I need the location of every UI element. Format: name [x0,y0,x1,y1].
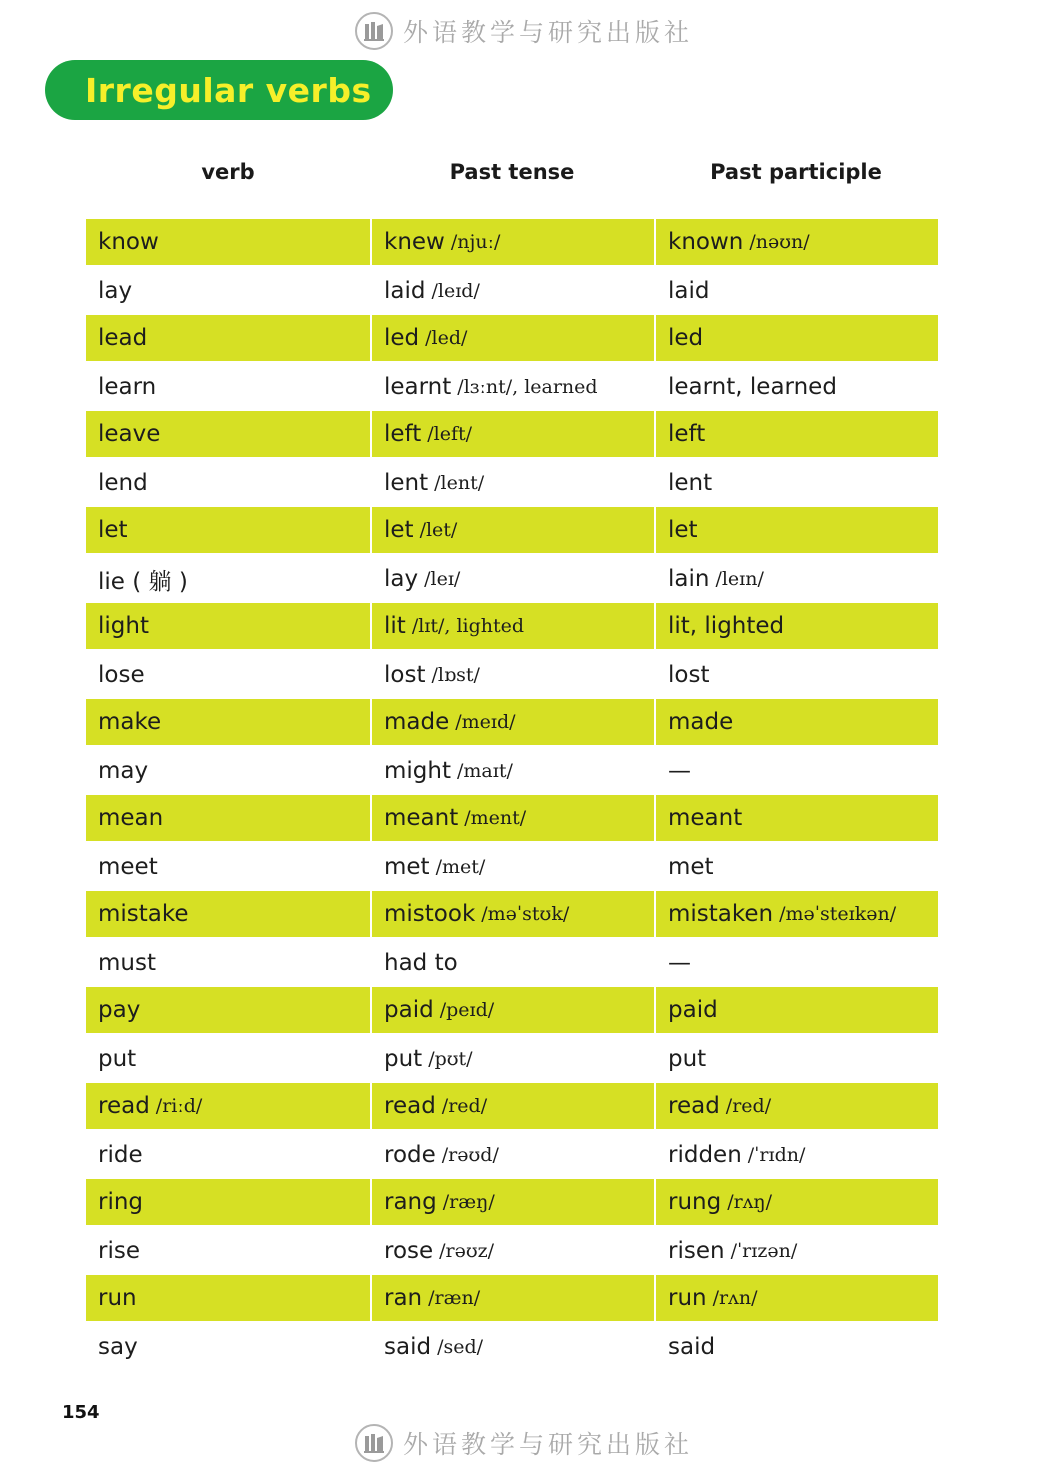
cell-word: lit [384,613,406,639]
past-participle-cell [654,1035,938,1083]
verb-cell [86,507,370,553]
past-tense-cell [370,363,654,411]
cell-word: say [98,1334,138,1360]
cell-word: lain [668,566,710,592]
page-number: 154 [62,1402,100,1423]
cell-pronunciation: /sed/ [437,1336,484,1358]
cell-word: knew [384,229,445,255]
cell-pronunciation: /left/ [427,423,473,445]
cell-word: read [98,1093,150,1119]
verb-cell [86,843,370,891]
table-row [86,939,938,987]
cell-pronunciation: /maɪt/ [457,760,513,782]
cell-pronunciation: /lɜːnt/, learned [457,376,598,398]
cell-pronunciation: /rʌŋ/ [727,1191,773,1213]
cell-word: lay [384,566,419,592]
past-participle-cell [654,1323,938,1371]
cell-word: rang [384,1189,437,1215]
cell-pronunciation: /lɒst/ [431,664,480,686]
table-row [86,315,938,363]
verb-cell [86,747,370,795]
verb-cell [86,267,370,315]
verb-cell [86,411,370,457]
cell-word: ring [98,1189,144,1215]
cell-word: made [668,709,734,735]
cell-word: lost [668,662,710,688]
cell-pronunciation: /met/ [435,856,486,878]
past-tense-cell [370,1227,654,1275]
past-tense-cell [370,1083,654,1129]
verb-cell [86,651,370,699]
table-row [86,1323,938,1371]
past-participle-cell [654,315,938,361]
cell-word: left [668,421,706,447]
cell-word: leave [98,421,161,447]
cell-word: meant [384,805,459,831]
verb-cell [86,987,370,1033]
cell-word: put [98,1046,137,1072]
past-participle-cell [654,1131,938,1179]
table-row [86,555,938,603]
cell-word: rung [668,1189,722,1215]
verb-cell [86,939,370,987]
cell-word: mistake [98,901,189,927]
cell-pronunciation: /njuː/ [450,231,501,253]
past-participle-cell [654,795,938,841]
past-tense-cell [370,987,654,1033]
table-row [86,891,938,939]
past-participle-cell [654,507,938,553]
table-row [86,1275,938,1323]
past-participle-cell [654,699,938,745]
past-tense-cell [370,1035,654,1083]
cell-word: had to [384,950,458,976]
irregular-verbs-table [86,219,938,1371]
cell-word: ran [384,1285,423,1311]
past-tense-cell [370,699,654,745]
past-participle-cell [654,363,938,411]
publisher-name: 外语教学与研究出版社 [402,1430,693,1459]
section-title-pill [45,60,393,120]
table-row [86,1131,938,1179]
header-past-participle: Past participle [710,160,882,184]
past-participle-cell [654,411,938,457]
table-row [86,699,938,747]
past-participle-cell [654,459,938,507]
past-tense-cell [370,795,654,841]
cell-word: lay [98,278,133,304]
past-tense-cell [370,1323,654,1371]
verb-cell [86,1323,370,1371]
verb-cell [86,603,370,649]
cell-pronunciation: /leɪd/ [431,280,480,302]
verb-cell [86,1035,370,1083]
cell-word: lose [98,662,145,688]
cell-pronunciation: /rʌn/ [712,1287,758,1309]
past-tense-cell [370,891,654,937]
cell-word: must [98,950,156,976]
verb-cell [86,315,370,361]
cell-word: rise [98,1238,140,1264]
verb-cell [86,1083,370,1129]
past-tense-cell [370,1179,654,1225]
cell-pronunciation: /məˈsteɪkən/ [779,903,897,925]
table-row [86,219,938,267]
past-tense-cell [370,219,654,265]
cell-pronunciation: /lent/ [434,472,485,494]
cell-word: lend [98,470,148,496]
cell-word: met [384,854,430,880]
cell-word: lead [98,325,148,351]
past-tense-cell [370,315,654,361]
cell-word: laid [668,278,710,304]
verb-cell [86,891,370,937]
cell-pronunciation: /leɪn/ [715,568,764,590]
cell-word: run [668,1285,707,1311]
table-row [86,363,938,411]
cell-word: meant [668,805,743,831]
verb-cell [86,795,370,841]
cell-word: make [98,709,162,735]
past-tense-cell [370,603,654,649]
table-row [86,987,938,1035]
cell-pronunciation: /ræŋ/ [442,1191,495,1213]
cell-word: known [668,229,744,255]
cell-word: ridden [668,1142,742,1168]
past-participle-cell [654,651,938,699]
past-participle-cell [654,1227,938,1275]
cell-word: learnt [384,374,452,400]
cell-pronunciation: /led/ [425,327,468,349]
table-row [86,1227,938,1275]
table-row [86,1179,938,1227]
past-participle-cell [654,555,938,603]
past-tense-cell [370,555,654,603]
cell-word: lost [384,662,426,688]
table-row [86,843,938,891]
cell-word: lit, lighted [668,613,785,639]
cell-pronunciation: /ˈrɪdn/ [747,1144,806,1166]
verb-cell [86,1131,370,1179]
cell-word: may [98,758,149,784]
cell-word: meet [98,854,158,880]
cell-word: led [384,325,420,351]
cell-pronunciation: /lɪt/, lighted [411,615,525,637]
cell-pronunciation: /ˈrɪzən/ [730,1240,798,1262]
verb-cell [86,1275,370,1321]
past-tense-cell [370,651,654,699]
page-title: Irregular verbs [85,70,372,110]
past-tense-cell [370,267,654,315]
past-participle-cell [654,747,938,795]
cell-pronunciation: /ræn/ [428,1287,481,1309]
cell-word: let [668,517,698,543]
past-participle-cell [654,1083,938,1129]
cell-pronunciation: /meɪd/ [455,711,516,733]
cell-pronunciation: /pʊt/ [428,1048,473,1070]
cell-word: know [98,229,159,255]
past-participle-cell [654,1179,938,1225]
column-headers [86,152,938,192]
publisher-header [0,8,1048,54]
cell-word: lent [384,470,429,496]
past-tense-cell [370,1275,654,1321]
cell-word: pay [98,997,141,1023]
cell-word: light [98,613,149,639]
cell-word: let [98,517,128,543]
cell-word: mistook [384,901,476,927]
past-tense-cell [370,843,654,891]
cell-word: paid [668,997,718,1023]
cell-word: said [384,1334,432,1360]
cell-word: let [384,517,414,543]
cell-word: made [384,709,450,735]
past-participle-cell [654,267,938,315]
cell-word: mistaken [668,901,774,927]
verb-cell [86,1179,370,1225]
past-tense-cell [370,411,654,457]
verb-cell [86,219,370,265]
cell-word: led [668,325,704,351]
cell-pronunciation: /ment/ [464,807,527,829]
cell-pronunciation: /rəʊd/ [441,1144,499,1166]
cell-pronunciation: /rəʊz/ [439,1240,495,1262]
past-participle-cell [654,603,938,649]
cell-word: rode [384,1142,436,1168]
verb-cell [86,363,370,411]
cell-pronunciation: /leɪ/ [424,568,461,590]
table-row [86,459,938,507]
cell-word: run [98,1285,137,1311]
past-tense-cell [370,1131,654,1179]
publisher-name: 外语教学与研究出版社 [402,18,693,47]
cell-word: left [384,421,422,447]
cell-pronunciation: /peɪd/ [439,999,495,1021]
publisher-footer [0,1420,1048,1466]
table-row [86,651,938,699]
cell-word: paid [384,997,434,1023]
verb-cell [86,699,370,745]
verb-cell [86,1227,370,1275]
table-row [86,1083,938,1131]
past-tense-cell [370,459,654,507]
cell-word: might [384,758,451,784]
cell-word: read [384,1093,436,1119]
past-tense-cell [370,507,654,553]
cell-word: rose [384,1238,434,1264]
cell-word: met [668,854,714,880]
past-participle-cell [654,939,938,987]
cell-word: said [668,1334,716,1360]
cell-pronunciation: /let/ [419,519,458,541]
header-past-tense: Past tense [449,160,575,184]
cell-word: put [668,1046,707,1072]
table-row [86,795,938,843]
cell-word: put [384,1046,423,1072]
cell-word: lent [668,470,713,496]
past-participle-cell [654,987,938,1033]
past-tense-cell [370,747,654,795]
cell-pronunciation: /red/ [725,1095,772,1117]
table-row [86,507,938,555]
cell-word: risen [668,1238,725,1264]
table-row [86,603,938,651]
cell-word: read [668,1093,720,1119]
publisher-logo-icon [355,1424,393,1462]
cell-pronunciation: /riːd/ [155,1095,203,1117]
past-participle-cell [654,843,938,891]
cell-word: — [668,950,691,976]
past-participle-cell [654,219,938,265]
cell-word: — [668,758,691,784]
table-row [86,411,938,459]
table-row [86,747,938,795]
past-tense-cell [370,939,654,987]
cell-pronunciation: /nəʊn/ [749,231,810,253]
cell-word: lie ( 躺 ) [98,568,188,595]
cell-pronunciation: /məˈstʊk/ [481,903,570,925]
verb-cell [86,459,370,507]
table-row [86,1035,938,1083]
table-row [86,267,938,315]
cell-pronunciation: /red/ [441,1095,488,1117]
header-verb: verb [201,160,255,184]
past-participle-cell [654,1275,938,1321]
cell-word: laid [384,278,426,304]
past-participle-cell [654,891,938,937]
verb-cell [86,555,370,603]
cell-word: mean [98,805,164,831]
cell-word: ride [98,1142,143,1168]
publisher-logo-icon [355,12,393,50]
cell-word: learnt, learned [668,374,837,400]
cell-word: learn [98,374,157,400]
